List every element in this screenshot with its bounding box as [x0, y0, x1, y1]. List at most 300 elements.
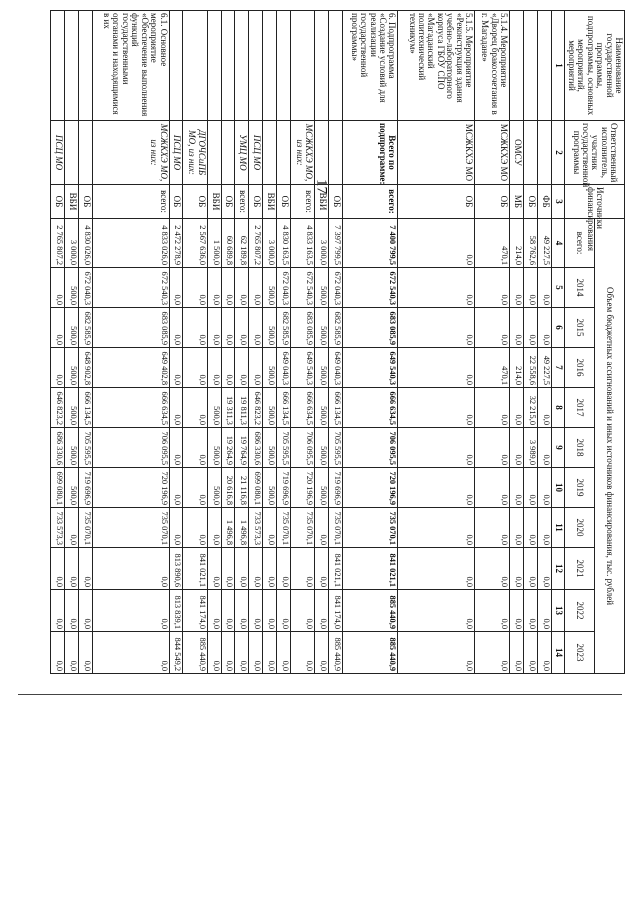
row-responsible — [65, 121, 79, 185]
row-value: 0,0 — [207, 348, 221, 388]
table-body — [51, 11, 565, 674]
row-value: 1 496,8 — [221, 508, 235, 548]
row-value: 500,0 — [65, 388, 79, 428]
row-name: 5.1.5. Мероприятие «Реконструкция здания учебно-лабораторного корпуса ГБОУ СПО «Магаданский политехнический техникум» — [398, 11, 475, 121]
row-value: 0,0 — [263, 632, 277, 674]
row-value: 0,0 — [207, 590, 221, 632]
column-index: 4 — [551, 219, 565, 268]
row-value: 214,0 — [510, 348, 524, 388]
row-source: ОБ — [221, 185, 235, 219]
row-value: 500,0 — [315, 308, 329, 348]
row-value: 0,0 — [249, 308, 263, 348]
row-value: 500,0 — [65, 468, 79, 508]
row-source: ОБ — [328, 185, 342, 219]
row-name — [51, 11, 65, 121]
header-year: 2016 — [565, 348, 595, 388]
header-row-1 — [595, 11, 625, 674]
row-value: 500,0 — [65, 268, 79, 308]
row-responsible: МСЖКХЭ МО — [398, 121, 475, 185]
row-value: 649 040,3 — [276, 348, 290, 388]
header-total: всего: — [565, 219, 595, 268]
row-value: 0,0 — [276, 548, 290, 590]
header-year: 2014 — [565, 268, 595, 308]
row-value: 0,0 — [510, 508, 524, 548]
row-value: 19 311,3 — [221, 388, 235, 428]
row-value: 683 085,9 — [290, 308, 314, 348]
header-source: Источники финансирования — [565, 185, 625, 219]
row-value: 649 402,8 — [92, 348, 169, 388]
row-value: 0,0 — [207, 548, 221, 590]
row-value: 0,0 — [475, 428, 510, 468]
row-name — [235, 11, 249, 121]
header-year: 2022 — [565, 590, 595, 632]
table-row — [221, 11, 235, 674]
row-value: 0,0 — [51, 348, 65, 388]
column-index: 10 — [551, 468, 565, 508]
row-responsible: ОМСУ — [510, 121, 524, 185]
row-value: 2 765 807,2 — [51, 219, 65, 268]
row-responsible — [537, 121, 551, 185]
row-value: 649 040,3 — [328, 348, 342, 388]
row-value: 0,0 — [398, 348, 475, 388]
row-value: 813 839,1 — [169, 590, 183, 632]
row-value: 2 567 636,0 — [183, 219, 207, 268]
row-name — [315, 11, 329, 121]
row-value: 32 215,0 — [523, 388, 537, 428]
table-row — [92, 11, 169, 674]
row-name — [207, 11, 221, 121]
row-value: 0,0 — [51, 632, 65, 674]
row-value: 1 496,8 — [235, 508, 249, 548]
row-value: 0,0 — [249, 632, 263, 674]
row-value: 0,0 — [510, 590, 524, 632]
row-value: 0,0 — [398, 428, 475, 468]
row-value: 0,0 — [51, 308, 65, 348]
row-value: 0,0 — [290, 632, 314, 674]
row-value: 0,0 — [65, 508, 79, 548]
column-index: 5 — [551, 268, 565, 308]
row-value: 649 540,3 — [290, 348, 314, 388]
row-value: 0,0 — [475, 508, 510, 548]
row-value: 500,0 — [315, 388, 329, 428]
row-responsible — [328, 121, 342, 185]
row-source: всего: — [342, 185, 398, 219]
row-value: 0,0 — [183, 268, 207, 308]
row-value: 0,0 — [398, 548, 475, 590]
table-row — [328, 11, 342, 674]
row-value: 0,0 — [235, 632, 249, 674]
row-value: 0,0 — [537, 308, 551, 348]
row-value: 706 095,5 — [342, 428, 398, 468]
row-value: 841 021,1 — [183, 548, 207, 590]
row-value: 0,0 — [523, 590, 537, 632]
row-value: 0,0 — [398, 468, 475, 508]
row-value: 0,0 — [510, 388, 524, 428]
row-value: 699 080,1 — [51, 468, 65, 508]
row-value: 500,0 — [315, 468, 329, 508]
header-responsible: Ответственный исполнитель, участник государственной программы — [565, 121, 625, 185]
row-value: 885 440,9 — [328, 632, 342, 674]
row-value: 3 000,0 — [263, 219, 277, 268]
row-value: 0,0 — [510, 548, 524, 590]
row-value: 0,0 — [249, 268, 263, 308]
row-name — [169, 11, 183, 121]
row-responsible: МСЖКХЭ МО, из них: — [290, 121, 314, 185]
row-value: 646 823,2 — [51, 388, 65, 428]
table-row — [315, 11, 329, 674]
row-name — [183, 11, 207, 121]
row-value: 0,0 — [92, 590, 169, 632]
row-value: 0,0 — [169, 428, 183, 468]
row-value: 0,0 — [537, 388, 551, 428]
row-value: 500,0 — [263, 388, 277, 428]
row-source: всего: — [235, 185, 249, 219]
row-value: 0,0 — [398, 508, 475, 548]
row-value: 733 573,3 — [249, 508, 263, 548]
row-value: 672 540,3 — [290, 268, 314, 308]
row-source: ОБ — [276, 185, 290, 219]
row-value: 0,0 — [169, 508, 183, 548]
row-value: 0,0 — [475, 308, 510, 348]
header-year: 2019 — [565, 468, 595, 508]
row-value: 0,0 — [221, 590, 235, 632]
row-value: 0,0 — [523, 308, 537, 348]
row-name — [65, 11, 79, 121]
row-value: 720 196,9 — [92, 468, 169, 508]
row-value: 0,0 — [249, 590, 263, 632]
row-value: 844 549,2 — [169, 632, 183, 674]
row-name — [537, 11, 551, 121]
row-source: всего: — [290, 185, 314, 219]
row-value: 0,0 — [249, 548, 263, 590]
row-responsible: ПСЦ МО — [169, 121, 183, 185]
header-funding: Объем бюджетных ассигнований и иных источников финансирования, тыс. рублей — [595, 219, 625, 674]
row-value: 49 227,5 — [537, 219, 551, 268]
row-value: 0,0 — [475, 590, 510, 632]
row-value: 705 595,5 — [328, 428, 342, 468]
row-name — [276, 11, 290, 121]
row-value: 720 196,9 — [342, 468, 398, 508]
column-index: 7 — [551, 348, 565, 388]
row-value: 7 397 799,5 — [328, 219, 342, 268]
row-value: 49 227,5 — [537, 348, 551, 388]
row-value: 672 540,3 — [342, 268, 398, 308]
row-responsible — [221, 121, 235, 185]
row-value: 2 472 278,9 — [169, 219, 183, 268]
row-value: 500,0 — [207, 428, 221, 468]
row-name — [78, 11, 92, 121]
row-value: 0,0 — [221, 348, 235, 388]
row-source: ОБ — [523, 185, 537, 219]
row-value: 0,0 — [183, 428, 207, 468]
table-row — [207, 11, 221, 674]
row-value: 0,0 — [169, 348, 183, 388]
row-name — [510, 11, 524, 121]
row-value: 0,0 — [523, 508, 537, 548]
row-value: 0,0 — [169, 308, 183, 348]
row-value: 686 330,6 — [249, 428, 263, 468]
row-value: 0,0 — [207, 308, 221, 348]
header-year: 2017 — [565, 388, 595, 428]
row-value: 0,0 — [169, 268, 183, 308]
row-value: 666 134,5 — [276, 388, 290, 428]
row-source: всего: — [92, 185, 169, 219]
column-index: 14 — [551, 632, 565, 674]
row-value: 0,0 — [207, 268, 221, 308]
row-value: 7 400 799,5 — [342, 219, 398, 268]
row-source: ОБ — [475, 185, 510, 219]
row-source: ВБИ — [207, 185, 221, 219]
row-value: 19 764,9 — [235, 428, 249, 468]
row-value: 500,0 — [315, 268, 329, 308]
row-value: 706 095,5 — [290, 428, 314, 468]
row-value: 4 830 026,0 — [78, 219, 92, 268]
row-source: ОБ — [249, 185, 263, 219]
row-value: 666 134,5 — [328, 388, 342, 428]
row-value: 0,0 — [475, 468, 510, 508]
row-value: 60 689,8 — [221, 219, 235, 268]
row-value: 666 634,5 — [342, 388, 398, 428]
row-value: 470,1 — [475, 219, 510, 268]
row-value: 0,0 — [475, 632, 510, 674]
row-value: 0,0 — [276, 632, 290, 674]
row-value: 699 080,1 — [249, 468, 263, 508]
row-value: 885 440,9 — [342, 590, 398, 632]
row-value: 735 070,1 — [276, 508, 290, 548]
row-source: ОБ — [78, 185, 92, 219]
row-name: 5.1.4. Мероприятие «Дворец бракосочетания в г. Магадане» — [475, 11, 510, 121]
row-value: 500,0 — [263, 428, 277, 468]
row-responsible: ПСЦ МО — [249, 121, 263, 185]
row-source: ФБ — [537, 185, 551, 219]
row-value: 0,0 — [51, 590, 65, 632]
row-source: ВБИ — [263, 185, 277, 219]
row-value: 0,0 — [537, 548, 551, 590]
row-value: 0,0 — [183, 468, 207, 508]
row-responsible — [78, 121, 92, 185]
row-name: 6.1. Основное мероприятие «Обеспечение выполнения функций государственными органами и находящимися в их — [92, 11, 169, 121]
row-value: 0,0 — [92, 548, 169, 590]
header-year: 2023 — [565, 632, 595, 674]
row-value: 0,0 — [183, 308, 207, 348]
row-value: 705 595,5 — [276, 428, 290, 468]
row-value: 0,0 — [235, 268, 249, 308]
row-value: 0,0 — [51, 548, 65, 590]
row-value: 21 116,8 — [235, 468, 249, 508]
row-value: 0,0 — [183, 388, 207, 428]
column-index: 3 — [551, 185, 565, 219]
row-value: 0,0 — [263, 548, 277, 590]
row-value: 0,0 — [263, 590, 277, 632]
row-value: 0,0 — [315, 590, 329, 632]
header-year: 2021 — [565, 548, 595, 590]
table-row — [235, 11, 249, 674]
row-responsible: ПСЦ МО — [51, 121, 65, 185]
row-value: 2 765 807,2 — [249, 219, 263, 268]
row-value: 672 540,3 — [92, 268, 169, 308]
table-row — [78, 11, 92, 674]
row-value: 0,0 — [510, 268, 524, 308]
row-source: МБ — [510, 185, 524, 219]
row-value: 672 040,3 — [276, 268, 290, 308]
row-value: 683 085,9 — [92, 308, 169, 348]
row-value: 735 070,1 — [78, 508, 92, 548]
row-name — [328, 11, 342, 121]
row-value: 705 595,5 — [78, 428, 92, 468]
rotated-table-container — [54, 10, 625, 673]
row-value: 719 696,9 — [276, 468, 290, 508]
row-value: 0,0 — [398, 308, 475, 348]
row-value: 666 134,5 — [78, 388, 92, 428]
row-responsible — [207, 121, 221, 185]
table-row — [523, 11, 537, 674]
row-value: 3 000,0 — [315, 219, 329, 268]
row-value: 0,0 — [523, 632, 537, 674]
table-row — [65, 11, 79, 674]
row-value: 22 558,6 — [523, 348, 537, 388]
column-index: 1 — [551, 11, 565, 121]
row-value: 0,0 — [65, 590, 79, 632]
row-value: 4 830 163,5 — [276, 219, 290, 268]
row-name — [249, 11, 263, 121]
row-value: 0,0 — [315, 548, 329, 590]
row-value: 0,0 — [510, 308, 524, 348]
row-value: 0,0 — [221, 632, 235, 674]
row-value: 500,0 — [315, 348, 329, 388]
table-row — [475, 11, 510, 674]
row-value: 3 000,0 — [65, 219, 79, 268]
row-value: 682 585,9 — [328, 308, 342, 348]
row-value: 841 021,1 — [342, 548, 398, 590]
table-row — [510, 11, 524, 674]
row-value: 214,0 — [510, 219, 524, 268]
row-source: ОБ — [183, 185, 207, 219]
table-row — [398, 11, 475, 674]
header-name: Наименование государственной программы, подпрограммы, основных мероприятий, мероприятий — [565, 11, 625, 121]
table-row — [290, 11, 314, 674]
page-number: 17 — [313, 179, 330, 194]
row-source: ОБ — [169, 185, 183, 219]
row-value: 706 095,5 — [92, 428, 169, 468]
row-value: 813 890,6 — [169, 548, 183, 590]
row-value: 0,0 — [235, 548, 249, 590]
row-value: 682 585,9 — [78, 308, 92, 348]
row-value: 0,0 — [537, 508, 551, 548]
row-value: 19 811,3 — [235, 388, 249, 428]
row-value: 500,0 — [263, 468, 277, 508]
row-value: 0,0 — [537, 428, 551, 468]
row-value: 0,0 — [475, 548, 510, 590]
row-value: 0,0 — [207, 508, 221, 548]
row-value: 0,0 — [315, 508, 329, 548]
row-value: 0,0 — [475, 388, 510, 428]
row-value: 0,0 — [78, 548, 92, 590]
row-value: 58 762,6 — [523, 219, 537, 268]
table-row — [276, 11, 290, 674]
table-row — [537, 11, 551, 674]
row-value: 0,0 — [235, 348, 249, 388]
row-responsible — [276, 121, 290, 185]
row-value: 0,0 — [398, 268, 475, 308]
table-row — [249, 11, 263, 674]
row-value: 0,0 — [510, 632, 524, 674]
row-source: ОБ — [51, 185, 65, 219]
row-name — [290, 11, 314, 121]
row-value: 0,0 — [169, 388, 183, 428]
row-value: 0,0 — [78, 632, 92, 674]
row-value: 0,0 — [65, 632, 79, 674]
column-index: 8 — [551, 388, 565, 428]
row-responsible: ДГОЧСиПБ МО, из них: — [183, 121, 207, 185]
row-value: 735 070,1 — [328, 508, 342, 548]
column-index-row — [551, 11, 565, 674]
row-value: 500,0 — [263, 348, 277, 388]
table-row — [169, 11, 183, 674]
row-value: 470,1 — [475, 348, 510, 388]
row-responsible: МСЖКХЭ МО — [475, 121, 510, 185]
row-value: 0,0 — [183, 508, 207, 548]
column-index: 11 — [551, 508, 565, 548]
row-value: 666 634,5 — [92, 388, 169, 428]
table-row — [342, 11, 398, 674]
row-value: 885 440,9 — [183, 632, 207, 674]
row-value: 4 833 026,0 — [92, 219, 169, 268]
row-value: 0,0 — [290, 548, 314, 590]
row-value: 0,0 — [290, 590, 314, 632]
row-responsible: УМЦ МО — [235, 121, 249, 185]
row-value: 733 573,3 — [51, 508, 65, 548]
row-value: 720 196,9 — [290, 468, 314, 508]
row-name: 6. Подпрограмма «Создание условий для реализации государственной программы» — [342, 11, 398, 121]
row-value: 0,0 — [537, 632, 551, 674]
row-value: 0,0 — [221, 268, 235, 308]
column-index: 2 — [551, 121, 565, 185]
row-value: 20 616,8 — [221, 468, 235, 508]
row-value: 0,0 — [221, 548, 235, 590]
row-value: 735 070,1 — [92, 508, 169, 548]
row-value: 841 174,0 — [328, 590, 342, 632]
row-value: 0,0 — [169, 468, 183, 508]
row-value: 735 070,1 — [342, 508, 398, 548]
row-source: ВБИ — [65, 185, 79, 219]
row-value: 0,0 — [65, 548, 79, 590]
header-year: 2020 — [565, 508, 595, 548]
row-value: 3 989,0 — [523, 428, 537, 468]
row-value: 672 040,3 — [328, 268, 342, 308]
row-value: 841 021,1 — [328, 548, 342, 590]
row-source: ОБ — [398, 185, 475, 219]
row-value: 500,0 — [207, 388, 221, 428]
row-value: 0,0 — [398, 219, 475, 268]
column-index: 9 — [551, 428, 565, 468]
row-value: 0,0 — [183, 348, 207, 388]
row-value: 0,0 — [398, 590, 475, 632]
row-name — [221, 11, 235, 121]
row-value: 19 264,9 — [221, 428, 235, 468]
row-value: 0,0 — [523, 268, 537, 308]
row-value: 0,0 — [207, 632, 221, 674]
row-value: 0,0 — [78, 590, 92, 632]
row-value: 646 823,2 — [249, 388, 263, 428]
row-responsible: МСЖКХЭ МО, из них: — [92, 121, 169, 185]
row-value: 885 440,9 — [342, 632, 398, 674]
table-row — [183, 11, 207, 674]
row-responsible — [315, 121, 329, 185]
table-row — [263, 11, 277, 674]
row-value: 500,0 — [207, 468, 221, 508]
row-value: 719 696,9 — [328, 468, 342, 508]
row-value: 0,0 — [51, 268, 65, 308]
